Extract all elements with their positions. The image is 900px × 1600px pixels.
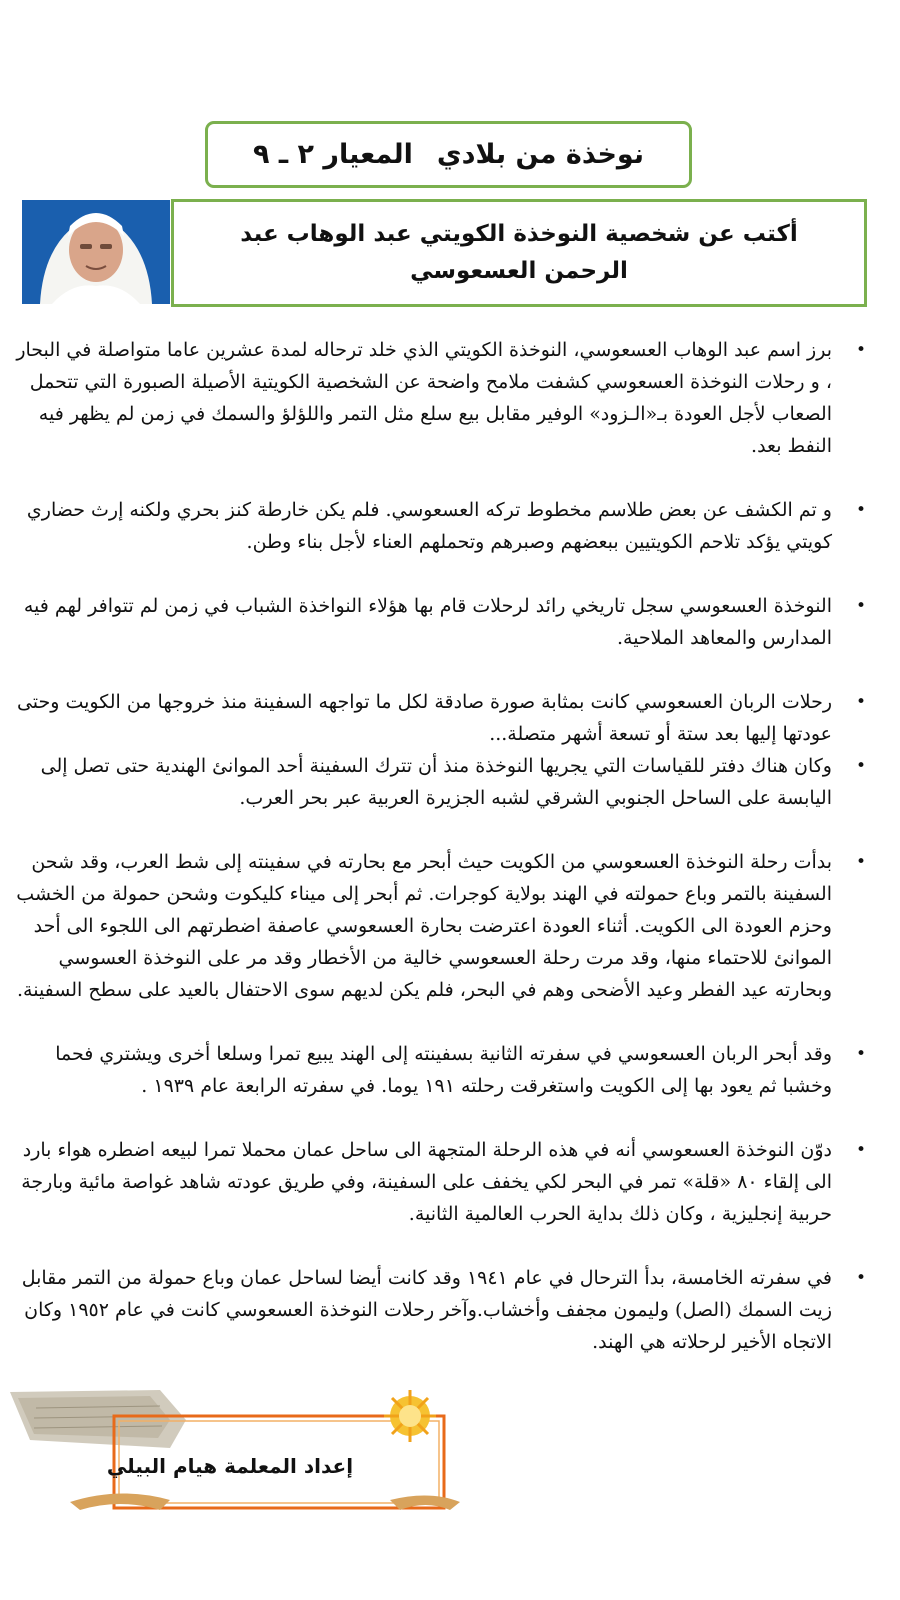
paragraph-text: النوخذة العسعوسي سجل تاريخي رائد لرحلات قام بها هؤلاء النواخذة الشباب في زمن لم تتوافر لهم فيه المدارس والمعاهد الملاحية. bbox=[23, 595, 832, 649]
bullet-icon: • bbox=[855, 1268, 866, 1288]
portrait-photo bbox=[22, 200, 170, 304]
bullet-icon: • bbox=[855, 596, 866, 616]
portrait-illustration bbox=[22, 200, 170, 304]
paragraph-text: و تم الكشف عن بعض طلاسم مخطوط تركه العسعوسي. فلم يكن خارطة كنز بحري ولكنه إرث حضاري كويتي يؤكد تلاحم الكويتيين ببعضهم وصبرهم وتحملهم العناء لأجل بناء وطن. bbox=[26, 499, 832, 553]
list-item bbox=[14, 1038, 866, 1102]
author-credit: إعداد المعلمة هيام البيلي bbox=[106, 1454, 354, 1478]
list-item bbox=[14, 494, 866, 558]
page-title bbox=[205, 121, 692, 188]
list-spacer bbox=[14, 814, 866, 846]
list-spacer bbox=[14, 462, 866, 494]
decorative-frame-icon bbox=[10, 1390, 470, 1515]
paragraph-text: وكان هناك دفتر للقياسات التي يجريها النوخذة منذ أن تترك السفينة أحد الموانئ الهندية حتى تصل إلى اليابسة على الساحل الجنوبي الشرقي لشبه الجزيرة العربية عبر بحر العرب. bbox=[40, 755, 832, 809]
paragraph-text: دوّن النوخذة العسعوسي أنه في هذه الرحلة المتجهة الى ساحل عمان محملا تمرا لبيعه اضطره هواء بارد الى إلقاء ٨٠ «قلة» تمر في البحر لكي يخفف على السفينة، وفي طريق عودته شاهد غواصة مائية وبارجة حربية إنجليزية ، وكان ذلك بداية الحرب العالمية الثانية. bbox=[21, 1139, 832, 1225]
section-heading bbox=[171, 199, 867, 307]
bullet-icon: • bbox=[855, 340, 866, 360]
bullet-list bbox=[14, 334, 866, 1358]
standard-code: المعيار ٢ ـ ٩ bbox=[253, 139, 413, 170]
list-item bbox=[14, 590, 866, 654]
list-spacer bbox=[14, 1006, 866, 1038]
bullet-icon: • bbox=[855, 756, 866, 776]
paragraph-text: برز اسم عبد الوهاب العسعوسي، النوخذة الكويتي الذي خلد ترحاله لمدة عشرين عاما متواصلة في البحار ، و رحلات النوخذة العسعوسي كشفت ملامح واضحة عن الشخصية الكويتية الأصيلة الصبورة التي تتحمل الصعاب لأجل العودة بـ«الـزود» الوفير مقابل بيع سلع مثل التمر واللؤلؤ والسمك في زمن لم يظهر فيه النفط بعد. bbox=[16, 339, 832, 457]
article-body bbox=[14, 334, 866, 1358]
bullet-icon: • bbox=[855, 500, 866, 520]
list-item bbox=[14, 1134, 866, 1230]
author-credit-frame bbox=[10, 1390, 470, 1515]
list-item bbox=[14, 334, 866, 462]
bullet-icon: • bbox=[855, 852, 866, 872]
list-item bbox=[14, 686, 866, 750]
paragraph-text: في سفرته الخامسة، بدأ الترحال في عام ١٩٤١ وقد كانت أيضا لساحل عمان وباع حمولة من التمر مقابل زيت السمك (الصل) وليمون مجفف وأخشاب.وآخر رحلات النوخذة العسعوسي كانت في عام ١٩٥٢ وكان الاتجاه الأخير لرحلاته هي الهند. bbox=[21, 1267, 832, 1353]
paragraph-text: وقد أبحر الربان العسعوسي في سفرته الثانية بسفينته إلى الهند يبيع تمرا وسلعا أخرى ويشتري فحما وخشبا ثم يعود بها إلى الكويت واستغرقت رحلته ١٩١ يوما. في سفرته الرابعة عام ١٩٣٩ . bbox=[55, 1043, 832, 1097]
list-item bbox=[14, 750, 866, 814]
list-spacer bbox=[14, 654, 866, 686]
paragraph-text: رحلات الربان العسعوسي كانت بمثابة صورة صادقة لكل ما تواجهه السفينة منذ خروجها من الكويت وحتى عودتها إليها بعد ستة أو تسعة أشهر متصلة... bbox=[16, 691, 832, 745]
list-item bbox=[14, 846, 866, 1006]
list-spacer bbox=[14, 1102, 866, 1134]
bullet-icon: • bbox=[855, 692, 866, 712]
paragraph-text: بدأت رحلة النوخذة العسعوسي من الكويت حيث أبحر مع بحارته في سفينته إلى شط العرب، وقد شحن السفينة بالتمر وباع حمولته في الهند بولاية كوجرات. ثم أبحر إلى ميناء كليكوت وشحن حمولة من الخشب وحزم العودة الى الكويت. أثناء العودة اعترضت بحارة العسعوسي عاصفة اضطرتهم الى اللجوء الى أحد الموانئ للاحتماء منها، وقد مرت رحلة العسعوسي خالية من الأخطار وقد مر على النوخذة العسوسي وبحارته عيد الفطر وعيد الأضحى وهم في البحر، فلم يكن لديهم سوى الاحتفال بالعيد على سطح السفينة. bbox=[16, 851, 832, 1001]
bullet-icon: • bbox=[855, 1044, 866, 1064]
list-item bbox=[14, 1262, 866, 1358]
bullet-icon: • bbox=[855, 1140, 866, 1160]
list-spacer bbox=[14, 1230, 866, 1262]
heading-text: أكتب عن شخصية النوخذة الكويتي عبد الوهاب عبد الرحمن العسعوسي bbox=[240, 221, 798, 284]
title-text: نوخذة من بلادي bbox=[436, 139, 644, 170]
list-spacer bbox=[14, 558, 866, 590]
